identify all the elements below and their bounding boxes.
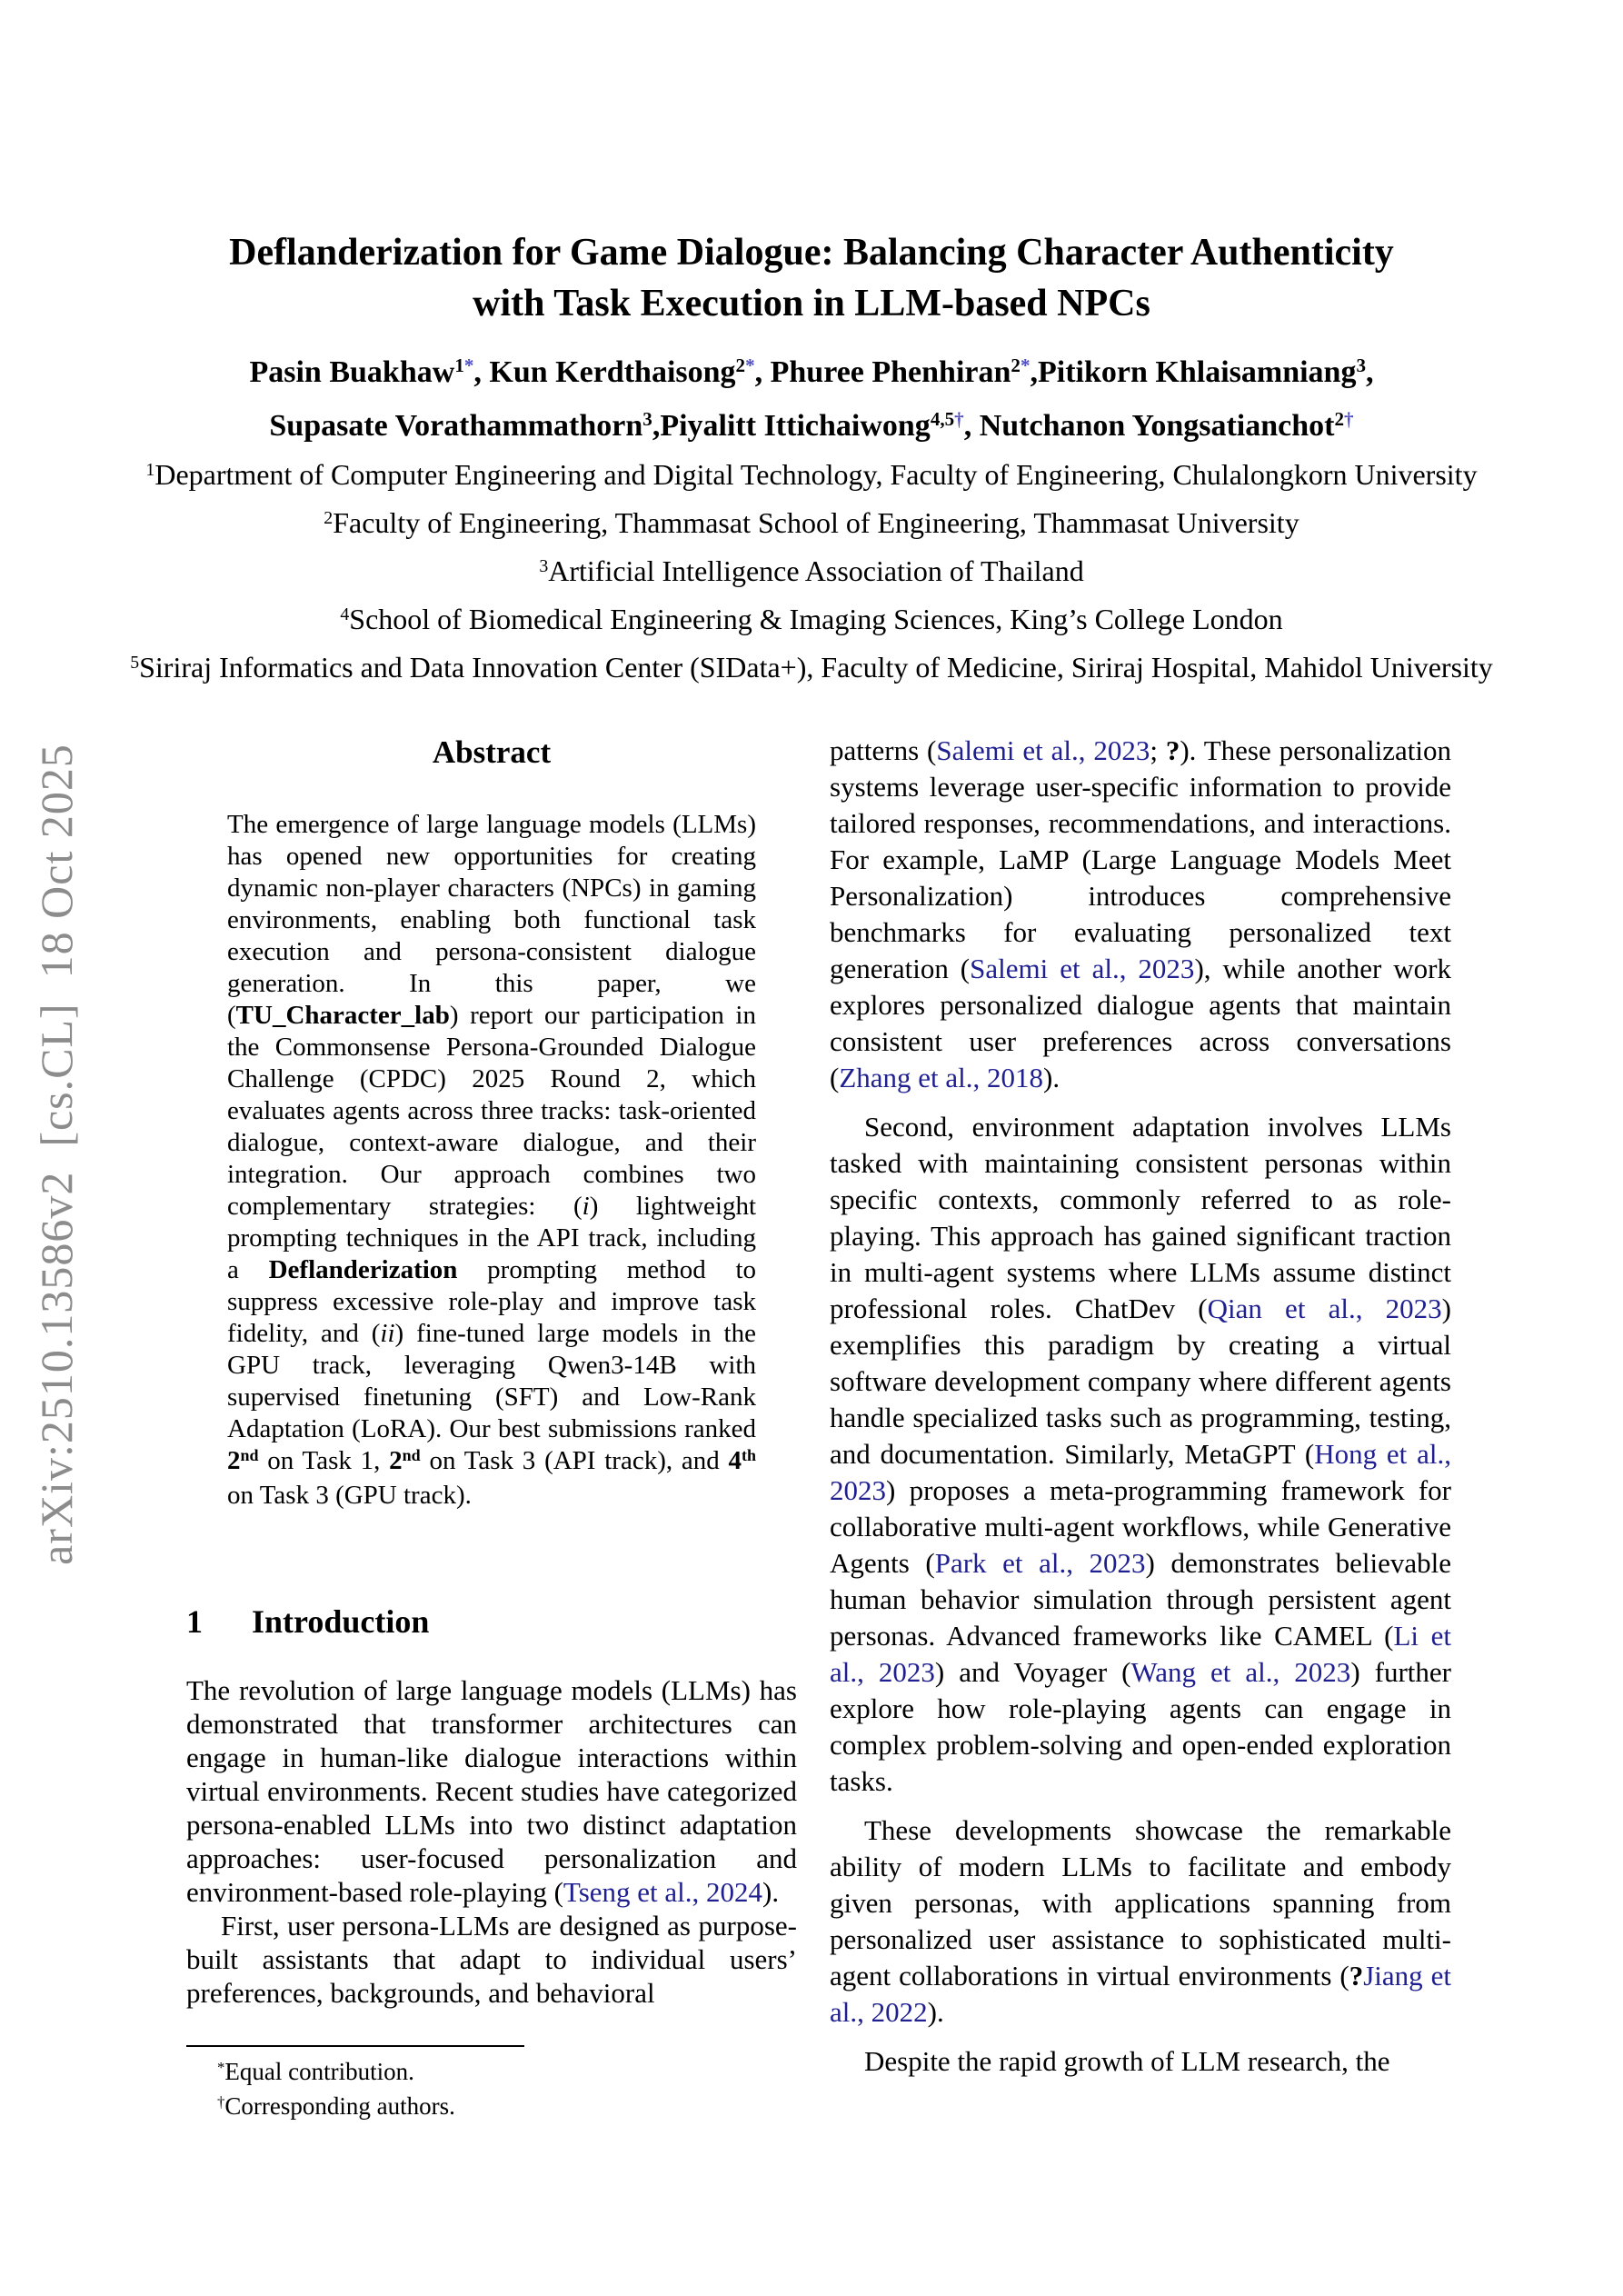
text-segment: ). — [927, 1996, 944, 2028]
text-segment: TU_Character_lab — [235, 1001, 450, 1030]
text-segment: ; — [1150, 734, 1166, 766]
body-paragraph-4 — [830, 2043, 1451, 2080]
footnote-rule — [186, 2045, 524, 2047]
text-segment: Equal contribution. — [224, 2058, 414, 2085]
citation-link[interactable]: Hong et al., 2023 — [830, 1438, 1451, 1506]
citation-link[interactable]: Wang et al., 2023 — [1130, 1656, 1351, 1688]
text-segment: ) report our participation in the Commonsense Persona-Grounded Dialogue Challenge (CPDC) 2025 Round 2, which evaluates agents across three tracks: task-oriented dialogue, context-aware dialogue, and their integration. Our approach combines two complementary strategies: ( — [227, 1001, 756, 1221]
text-segment: , Phuree Phenhiran — [754, 355, 1011, 389]
text-segment: The revolution of large language models (LLMs) has demonstrated that transformer architectures can engage in human-like dialogue interactions within virtual environments. Recent studies have categorized persona-enabled LLMs into two distinct adaptation approaches: user-focused personalization and environment-based role-playing ( — [186, 1674, 797, 1908]
footnote-equal-contribution — [186, 2056, 797, 2091]
citation-link[interactable]: Jiang et al., 2022 — [830, 1960, 1451, 2028]
text-segment: 2 — [389, 1446, 403, 1475]
section-number: 1 — [186, 1603, 203, 1640]
citation-link[interactable]: Salemi et al., 2023 — [970, 953, 1195, 984]
text-segment: School of Biomedical Engineering & Imaging Sciences, King’s College London — [349, 603, 1283, 635]
text-segment: ). — [762, 1876, 780, 1908]
text-segment: ? — [1165, 734, 1180, 766]
text-segment: ,Pitikorn Khlaisamniang — [1030, 355, 1357, 389]
abstract-text — [227, 809, 756, 1512]
text-segment: * — [745, 354, 755, 377]
affiliation-line — [0, 549, 1623, 597]
text-segment: on Task 3 (API track), and — [420, 1446, 729, 1475]
text-segment: Faculty of Engineering, Thammasat School of Engineering, Thammasat University — [333, 506, 1299, 539]
text-segment: ) proposes a meta-programming framework for collaborative multi-agent workflows, while Generative Agents ( — [830, 1474, 1451, 1579]
title-line-1: Deflanderization for Game Dialogue: Balancing Character Authenticity — [229, 232, 1394, 275]
text-segment: 1 — [454, 354, 464, 377]
citation-link[interactable]: Qian et al., 2023 — [1207, 1293, 1442, 1324]
text-segment: Despite the rapid growth of LLM research, the — [864, 2045, 1390, 2077]
text-segment: Artificial Intelligence Association of Thailand — [548, 554, 1084, 587]
text-segment: ? — [1349, 1960, 1364, 1992]
text-segment: 5 — [130, 653, 140, 674]
affiliation-block — [0, 453, 1623, 694]
text-segment: 2 — [1334, 408, 1345, 431]
text-segment: Department of Computer Engineering and Digital Technology, Faculty of Engineering, Chulalongkorn University — [154, 458, 1478, 491]
author-line — [0, 401, 1623, 454]
text-segment: nd — [240, 1446, 259, 1465]
text-segment: ) exemplifies this paradigm by creating a virtual software development company where different agents handle specialized tasks such as programming, testing, and documentation. Similarly, MetaGPT ( — [830, 1293, 1451, 1470]
footnote-corresponding-authors — [186, 2091, 797, 2125]
author-line — [0, 347, 1623, 401]
text-segment: First, user persona-LLMs are designed as purpose-built assistants that adapt to individual users’ preferences, backgrounds, and behavioral — [186, 1910, 797, 2009]
text-segment: , Kun Kerdthaisong — [473, 355, 736, 389]
affiliation-line — [0, 597, 1623, 645]
text-segment: prompting method to suppress excessive role-play and improve task fidelity, and ( — [227, 1255, 756, 1348]
footnote-block — [186, 2045, 797, 2125]
right-column — [830, 733, 1451, 2092]
text-segment: † — [1344, 408, 1354, 431]
text-segment: 3 — [539, 556, 549, 577]
affiliation-line — [0, 453, 1623, 501]
citation-link[interactable]: Li et al., 2023 — [830, 1620, 1452, 1688]
section-heading-introduction — [186, 1601, 797, 1642]
text-segment: 2 — [1011, 354, 1021, 377]
body-paragraph-2 — [830, 1109, 1451, 1800]
body-paragraph-1 — [830, 733, 1451, 1096]
text-segment: 4,5 — [930, 408, 955, 431]
text-segment: 2 — [735, 354, 746, 377]
text-segment: 3 — [1356, 354, 1367, 377]
text-segment: nd — [402, 1446, 421, 1465]
text-segment: Supasate Vorathammathorn — [269, 409, 643, 443]
section-title: Introduction — [252, 1603, 430, 1640]
body-paragraph-3 — [830, 1812, 1451, 2031]
text-segment: Corresponding authors. — [224, 2092, 455, 2120]
text-segment: 2 — [324, 508, 334, 529]
text-segment: Pasin Buakhaw — [249, 355, 455, 389]
text-segment: ii — [380, 1319, 395, 1348]
text-segment: * — [463, 354, 474, 377]
text-segment: * — [1020, 354, 1031, 377]
citation-link[interactable]: Park et al., 2023 — [934, 1547, 1146, 1579]
text-segment: , Nutchanon Yongsatianchot — [963, 409, 1335, 443]
text-segment: on Task 1, — [258, 1446, 390, 1475]
text-segment: i — [582, 1192, 590, 1221]
citation-link[interactable]: Salemi et al., 2023 — [936, 734, 1150, 766]
text-segment: Deflanderization — [268, 1255, 458, 1284]
text-segment: The emergence of large language models (LLMs) has opened new opportunities for creating dynamic non-player characters (NPCs) in gaming environments, enabling both functional task execution and persona-consistent dialogue generation. In this paper, we ( — [227, 810, 756, 1030]
text-segment: † — [217, 2092, 225, 2111]
paper-title — [0, 227, 1623, 329]
arxiv-watermark: arXiv:2510.13586v2 [cs.CL] 18 Oct 2025 — [31, 744, 82, 1565]
text-segment: * — [217, 2058, 225, 2076]
text-segment: 4 — [728, 1446, 742, 1475]
text-segment: patterns ( — [830, 734, 937, 766]
affiliation-line — [0, 645, 1623, 694]
text-segment: ), while another work explores personalized dialogue agents that maintain consistent user preferences across conversations ( — [830, 953, 1451, 1093]
intro-paragraph-1 — [186, 1673, 797, 1909]
text-segment: † — [954, 408, 964, 431]
author-block — [0, 347, 1623, 454]
text-segment: ) further explore how role-playing agents can engage in complex problem-solving and open-ended exploration tasks. — [830, 1656, 1451, 1797]
text-segment: , — [1366, 355, 1374, 389]
text-segment: on Task 3 (GPU track). — [227, 1481, 472, 1510]
citation-link[interactable]: Tseng et al., 2024 — [563, 1876, 763, 1908]
text-segment: These developments showcase the remarkable ability of modern LLMs to facilitate and embody given personas, with applications spanning from personalized user assistance to sophisticated multi-agent collaborations in virtual environments ( — [830, 1814, 1451, 1992]
text-segment: th — [742, 1446, 757, 1465]
text-segment: ) fine-tuned large models in the GPU track, leveraging Qwen3-14B with supervised finetuning (SFT) and Low-Rank Adaptation (LoRA). Our best submissions ranked — [227, 1319, 756, 1443]
text-segment: 3 — [642, 408, 652, 431]
text-segment: 1 — [145, 460, 155, 481]
text-segment: ) and Voyager ( — [934, 1656, 1131, 1688]
citation-link[interactable]: Zhang et al., 2018 — [839, 1062, 1044, 1093]
text-segment: ). These personalization systems leverage user-specific information to provide tailored responses, recommendations, and interactions. For example, LaMP (Large Language Models Meet Personalization) introduces comprehensive benchmarks for evaluating personalized text generation ( — [830, 734, 1451, 984]
affiliation-line — [0, 501, 1623, 549]
text-segment: Siriraj Informatics and Data Innovation Center (SIData+), Faculty of Medicine, Siriraj Hospital, Mahidol University — [139, 651, 1493, 684]
text-segment: 4 — [340, 604, 350, 625]
abstract-heading: Abstract — [432, 734, 552, 770]
text-segment: 2 — [227, 1446, 241, 1475]
title-line-2: with Task Execution in LLM-based NPCs — [473, 283, 1150, 325]
intro-paragraph-2 — [186, 1909, 797, 2010]
text-segment: ) demonstrates believable human behavior simulation through persistent agent personas. Advanced frameworks like CAMEL ( — [830, 1547, 1451, 1652]
text-segment: ). — [1043, 1062, 1060, 1093]
text-segment: Second, environment adaptation involves LLMs tasked with maintaining consistent personas within specific contexts, commonly referred to as role-playing. This approach has gained significant traction in multi-agent systems where LLMs assume distinct professional roles. ChatDev ( — [830, 1111, 1451, 1324]
left-column — [186, 733, 797, 2010]
text-segment: ,Piyalitt Ittichaiwong — [652, 409, 931, 443]
text-segment: ) lightweight prompting techniques in the API track, including a — [227, 1192, 756, 1284]
